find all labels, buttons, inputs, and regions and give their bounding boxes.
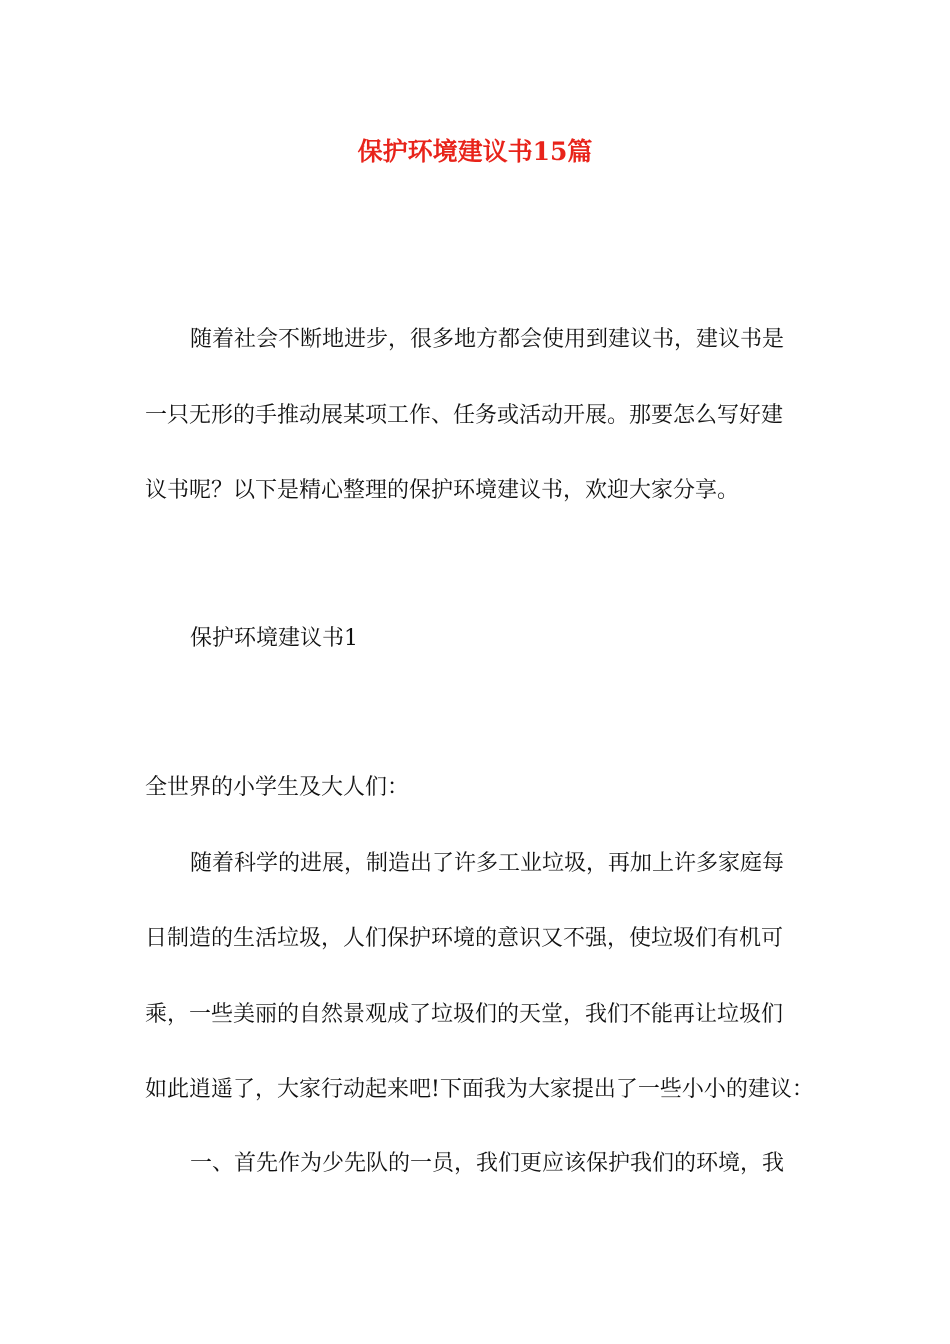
section-heading: 保护环境建议书1: [190, 626, 358, 651]
body-line-5: 一、首先作为少先队的一员，我们更应该保护我们的环境，我: [190, 1151, 785, 1176]
body-line-2: 日制造的生活垃圾，人们保护环境的意识又不强，使垃圾们有机可: [145, 926, 784, 951]
body-line-3: 乘，一些美丽的自然景观成了垃圾们的天堂，我们不能再让垃圾们: [145, 1002, 784, 1027]
intro-line-3: 议书呢？以下是精心整理的保护环境建议书，欢迎大家分享。: [145, 478, 740, 503]
body-line-1: 随着科学的进展，制造出了许多工业垃圾，再加上许多家庭每: [190, 851, 785, 876]
intro-line-2: 一只无形的手推动展某项工作、任务或活动开展。那要怎么写好建: [145, 403, 784, 428]
body-line-4: 如此逍遥了，大家行动起来吧!下面我为大家提出了一些小小的建议：: [145, 1077, 814, 1102]
document-title: 保护环境建议书15篇: [357, 137, 593, 166]
salutation: 全世界的小学生及大人们：: [145, 775, 410, 800]
intro-line-1: 随着社会不断地进步，很多地方都会使用到建议书，建议书是: [190, 327, 785, 352]
